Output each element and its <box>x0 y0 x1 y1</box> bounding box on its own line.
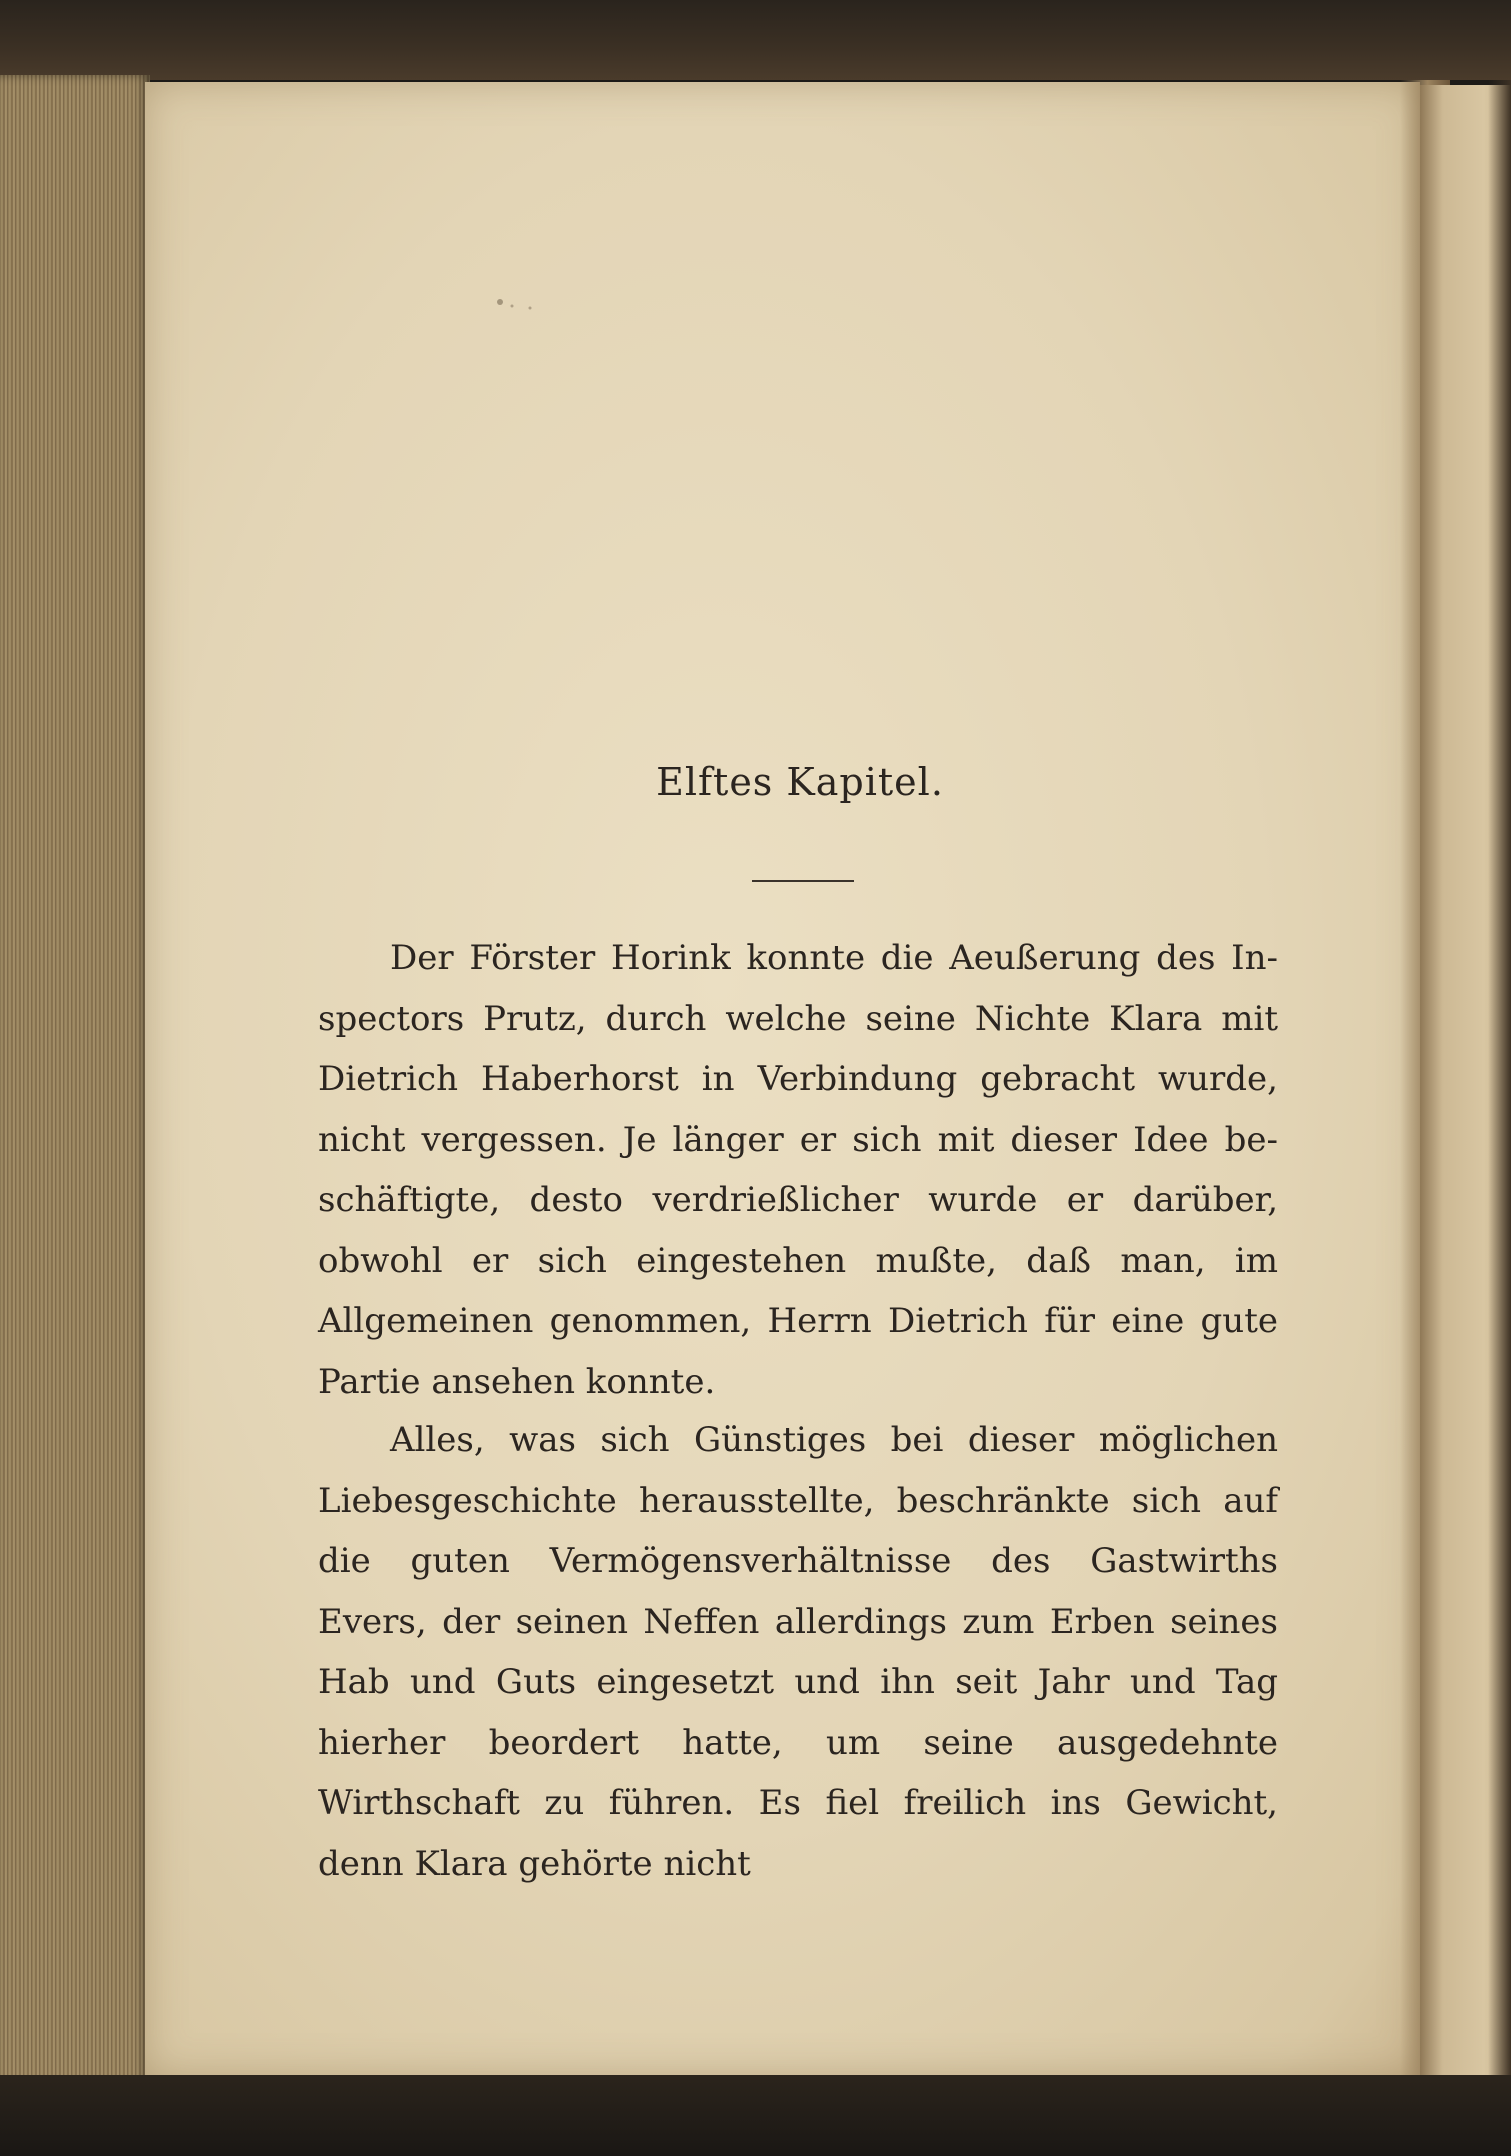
chapter-heading: Elftes Kapitel. <box>656 760 944 804</box>
paragraph-2: Alles, was sich Günstiges bei dieser möglichen Liebesgeschichte herausstellte, beschränkte sich auf die guten Vermögensverhältnisse des Gastwirths Evers, der seinen Neffen allerdings zum Erben seines Hab und Guts eingesetzt und ihn seit Jahr und Tag hierher beordert hatte, um seine ausgedehnte Wirthschaft zu führen. Es fiel freilich ins Gewicht, denn Klara gehörte nicht <box>318 1420 1278 1884</box>
heading-rule <box>752 880 854 882</box>
book-cover-edge <box>1488 80 1511 2080</box>
paper-stain-marks <box>490 290 550 320</box>
page-edges <box>0 75 150 2085</box>
book-binding-top <box>0 0 1511 80</box>
paragraph-1: Der Förster Horink konnte die Aeußerung des Inspectors Prutz, durch welche seine Nichte Klara mit Dietrich Haberhorst in Verbindung gebracht wurde, nicht vergessen. Je länger er sich mit dieser Idee beschäftigte, desto verdrießlicher wurde er darüber, obwohl er sich eingestehen mußte, daß man, im Allgemeinen genommen, Herrn Dietrich für eine gute Partie ansehen konnte. <box>318 938 1278 1402</box>
book-binding-bottom <box>0 2075 1511 2156</box>
